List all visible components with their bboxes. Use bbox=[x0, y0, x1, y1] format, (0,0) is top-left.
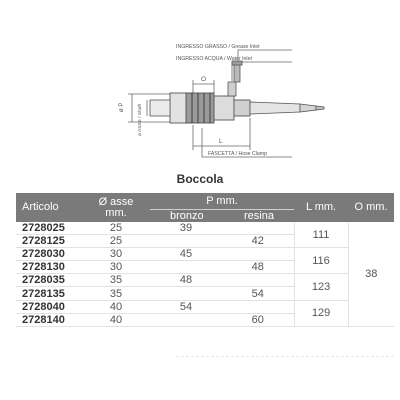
spec-table bbox=[16, 193, 394, 327]
cell-articolo: 2728130 bbox=[16, 261, 82, 274]
cell-asse: 25 bbox=[82, 222, 150, 235]
cell-articolo: 2728025 bbox=[16, 222, 82, 235]
cell-resina: 48 bbox=[222, 261, 294, 274]
cell-resina bbox=[222, 222, 294, 235]
col-o bbox=[348, 193, 394, 222]
cell-articolo: 2728140 bbox=[16, 313, 82, 326]
col-p-group-label: P mm. bbox=[206, 194, 238, 207]
cell-o: 38 bbox=[348, 222, 394, 326]
footer-divider bbox=[176, 356, 394, 357]
col-bronzo-label: bronzo bbox=[170, 209, 204, 222]
cell-asse: 30 bbox=[82, 248, 150, 261]
col-resina-label: resina bbox=[244, 209, 274, 222]
cell-resina bbox=[222, 300, 294, 313]
cell-asse: 30 bbox=[82, 261, 150, 274]
grease-inlet-label: INGRESSO GRASSO / Grease Inlet bbox=[176, 44, 260, 50]
table-row bbox=[16, 248, 394, 261]
dim-p-label: ø P bbox=[119, 102, 125, 112]
col-articolo-label: Articolo bbox=[22, 201, 59, 213]
cell-articolo: 2728125 bbox=[16, 235, 82, 248]
cell-resina bbox=[222, 274, 294, 287]
grease-fitting bbox=[228, 61, 242, 96]
col-p-group bbox=[150, 193, 294, 210]
col-asse bbox=[82, 193, 150, 222]
cell-asse: 40 bbox=[82, 313, 150, 326]
cell-articolo: 2728035 bbox=[16, 274, 82, 287]
hose-clamp-label: FASCETTA / Hose Clamp bbox=[208, 151, 267, 157]
cell-l: 111 bbox=[294, 222, 348, 248]
col-o-label: O mm. bbox=[354, 201, 388, 213]
cell-bronzo: 39 bbox=[150, 222, 222, 235]
cell-asse: 35 bbox=[82, 274, 150, 287]
technical-drawing bbox=[0, 0, 400, 172]
cell-articolo: 2728030 bbox=[16, 248, 82, 261]
cell-bronzo bbox=[150, 235, 222, 248]
col-asse-label: Ø asse bbox=[98, 195, 134, 208]
shaft-label: ø ASSE / Shaft bbox=[138, 104, 143, 136]
cell-resina bbox=[222, 248, 294, 261]
water-inlet-label: INGRESSO ACQUA / Water Inlet bbox=[176, 56, 252, 62]
col-asse-unit: mm. bbox=[105, 206, 127, 219]
cell-bronzo: 48 bbox=[150, 274, 222, 287]
cell-bronzo bbox=[150, 313, 222, 326]
cell-resina: 60 bbox=[222, 313, 294, 326]
table-row bbox=[16, 300, 394, 313]
bushing-body bbox=[170, 93, 250, 123]
col-articolo bbox=[16, 193, 82, 222]
cell-resina: 42 bbox=[222, 235, 294, 248]
cell-l: 123 bbox=[294, 274, 348, 300]
header-row bbox=[16, 193, 394, 210]
cell-articolo: 2728040 bbox=[16, 300, 82, 313]
cell-resina: 54 bbox=[222, 287, 294, 300]
table-row bbox=[16, 222, 394, 235]
cell-asse: 25 bbox=[82, 235, 150, 248]
dim-l-label: L bbox=[219, 138, 223, 145]
cell-l: 116 bbox=[294, 248, 348, 274]
cell-asse: 35 bbox=[82, 287, 150, 300]
col-l bbox=[294, 193, 348, 222]
dim-o-label: O bbox=[201, 76, 207, 83]
cell-asse: 40 bbox=[82, 300, 150, 313]
cell-bronzo bbox=[150, 261, 222, 274]
cell-bronzo: 45 bbox=[150, 248, 222, 261]
col-resina bbox=[222, 210, 294, 223]
cell-bronzo: 54 bbox=[150, 300, 222, 313]
table-row bbox=[16, 274, 394, 287]
col-l-label: L mm. bbox=[305, 201, 337, 213]
cell-articolo: 2728135 bbox=[16, 287, 82, 300]
product-title: Boccola bbox=[176, 172, 224, 186]
cell-bronzo bbox=[150, 287, 222, 300]
col-bronzo bbox=[150, 210, 222, 223]
cell-l: 129 bbox=[294, 300, 348, 326]
